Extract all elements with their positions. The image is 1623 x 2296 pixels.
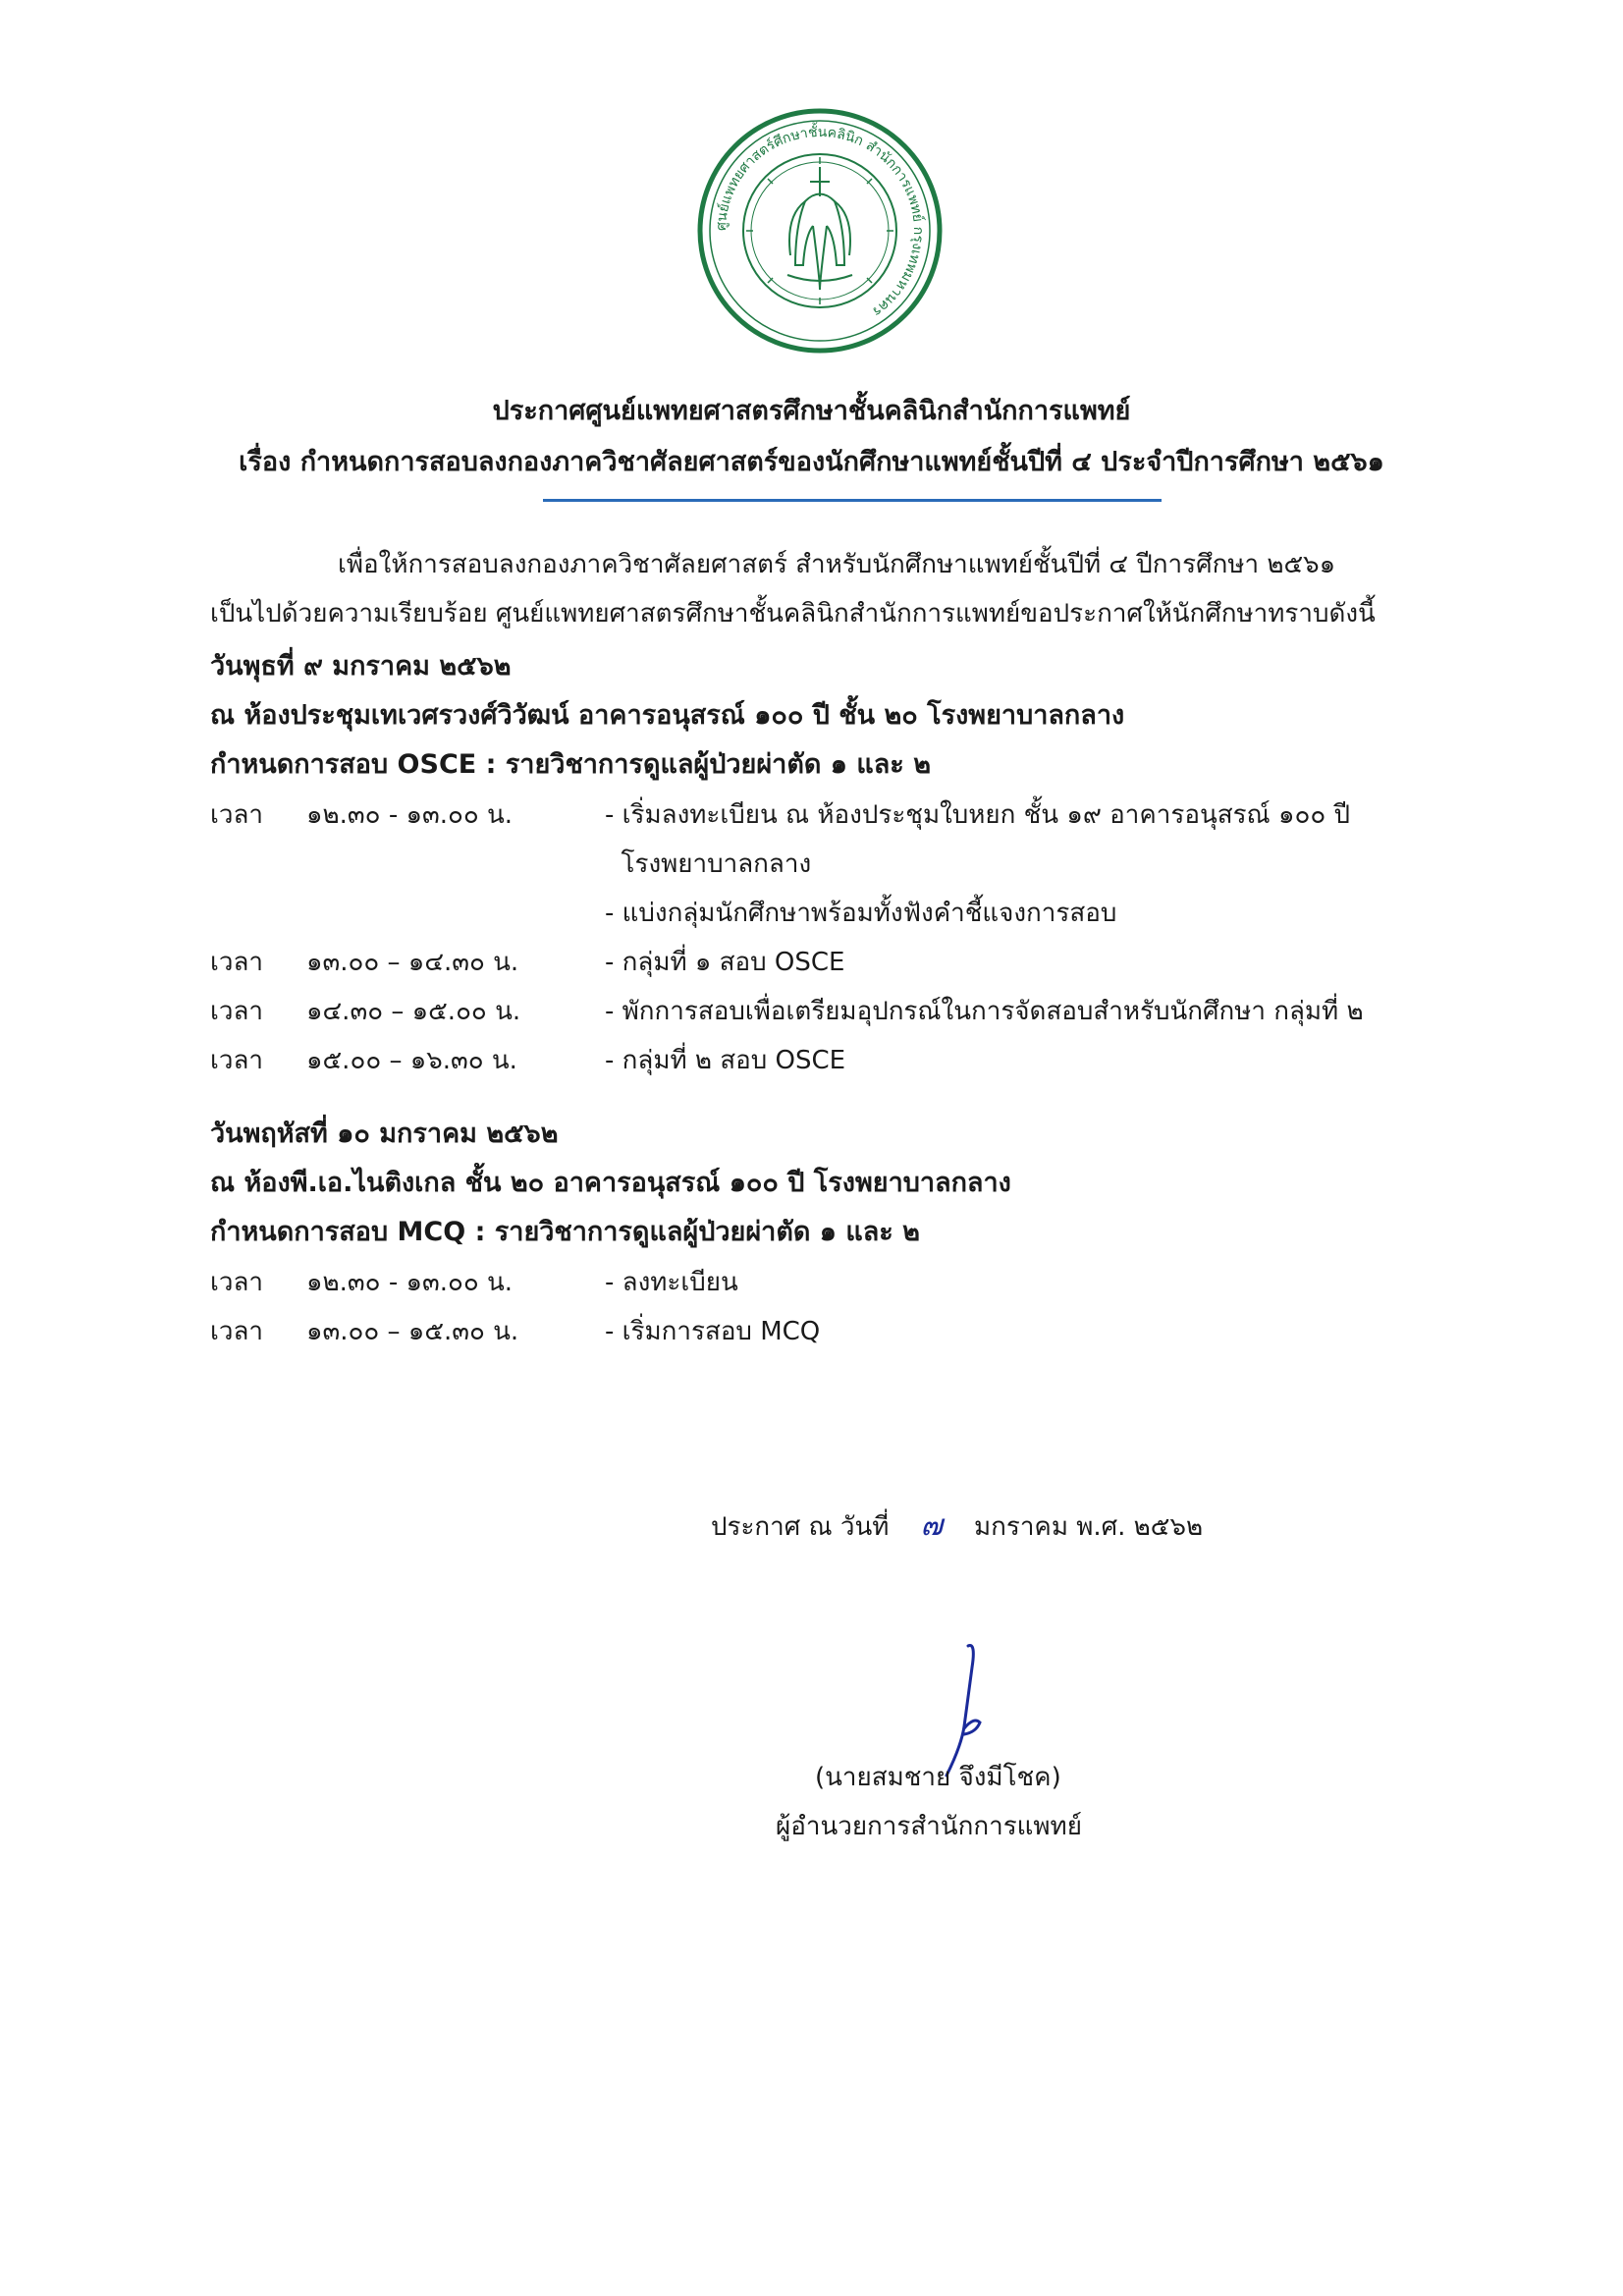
announcement-suffix: มกราคม พ.ศ. ๒๕๖๒: [973, 1512, 1204, 1542]
activity: - กลุ่มที่ ๒ สอบ OSCE: [605, 1046, 846, 1075]
time-label: เวลา: [210, 1046, 264, 1075]
day1-exam: กำหนดการสอบ OSCE : รายวิชาการดูแลผู้ป่วยผ่าตัด ๑ และ ๒: [210, 749, 931, 780]
time-label: เวลา: [210, 1317, 264, 1346]
page-title: ประกาศศูนย์แพทยศาสตรศึกษาชั้นคลินิกสำนักการแพทย์: [492, 396, 1131, 426]
activity: - แบ่งกลุ่มนักศึกษาพร้อมทั้งฟังคำชี้แจงการสอบ: [605, 899, 1117, 928]
activity: - พักการสอบเพื่อเตรียมอุปกรณ์ในการจัดสอบสำหรับนักศึกษา กลุ่มที่ ๒: [605, 997, 1364, 1026]
elephant-emblem: [787, 167, 852, 290]
time-range: ๑๒.๓๐ - ๑๓.๐๐ น.: [306, 1268, 514, 1297]
time-label: เวลา: [210, 800, 264, 830]
time-range: ๑๓.๐๐ – ๑๔.๓๐ น.: [306, 948, 519, 977]
day1-place: ณ ห้องประชุมเทเวศรวงศ์วิวัฒน์ อาคารอนุสรณ์ ๑๐๐ ปี ชั้น ๒๐ โรงพยาบาลกลาง: [210, 700, 1125, 731]
signatory: [776, 1753, 1082, 1851]
activity: โรงพยาบาลกลาง: [605, 849, 812, 879]
time-range: ๑๒.๓๐ - ๑๓.๐๐ น.: [306, 800, 514, 830]
subject-line: เรื่อง กำหนดการสอบลงกองภาควิชาศัลยศาสตร์ของนักศึกษาแพทย์ชั้นปีที่ ๔ ประจำปีการศึกษา ๒๕๖๑: [239, 447, 1384, 477]
time-label: เวลา: [210, 948, 264, 977]
day2-exam: กำหนดการสอบ MCQ : รายวิชาการดูแลผู้ป่วยผ่าตัด ๑ และ ๒: [210, 1217, 920, 1247]
time-label: เวลา: [210, 1268, 264, 1297]
announcement-date: [711, 1503, 1203, 1549]
time-range: ๑๕.๐๐ – ๑๖.๓๐ น.: [306, 1046, 517, 1075]
intro-line-1: เพื่อให้การสอบลงกองภาควิชาศัลยศาสตร์ สำหรับนักศึกษาแพทย์ชั้นปีที่ ๔ ปีการศึกษา ๒๕๖๑: [338, 550, 1336, 579]
activity: - เริ่มลงทะเบียน ณ ห้องประชุมใบหยก ชั้น ๑๙ อาคารอนุสรณ์ ๑๐๐ ปี: [605, 800, 1350, 830]
announcement-day: ๗: [920, 1508, 943, 1543]
day2-date: วันพฤหัสที่ ๑๐ มกราคม ๒๕๖๒: [210, 1119, 559, 1149]
time-range: ๑๓.๐๐ – ๑๕.๓๐ น.: [306, 1317, 519, 1346]
announcement-prefix: ประกาศ ณ วันที่: [711, 1512, 890, 1542]
day2-place: ณ ห้องพี.เอ.ไนติงเกล ชั้น ๒๐ อาคารอนุสรณ์ ๑๐๐ ปี โรงพยาบาลกลาง: [210, 1168, 1011, 1198]
day1-date: วันพุธที่ ๙ มกราคม ๒๕๖๒: [210, 651, 512, 682]
title-underline: [543, 499, 1162, 502]
activity: - กลุ่มที่ ๑ สอบ OSCE: [605, 948, 845, 977]
time-label: เวลา: [210, 997, 264, 1026]
signatory-position: ผู้อำนวยการสำนักการแพทย์: [776, 1812, 1082, 1841]
seal-text: ศูนย์แพทยศาสตร์ศึกษาชั้นคลินิก สำนักการแพทย์ กรุงเทพมหานคร: [713, 124, 927, 320]
organization-seal: [697, 108, 943, 354]
activity: - ลงทะเบียน: [605, 1268, 738, 1297]
activity: - เริ่มการสอบ MCQ: [605, 1317, 821, 1346]
intro-line-2: เป็นไปด้วยความเรียบร้อย ศูนย์แพทยศาสตรศึกษาชั้นคลินิกสำนักการแพทย์ขอประกาศให้นักศึกษาทราบดังนี้: [210, 599, 1376, 629]
intro-paragraph: [210, 540, 1516, 638]
time-range: ๑๔.๓๐ – ๑๕.๐๐ น.: [306, 997, 521, 1026]
signatory-name: (นายสมชาย จึงมีโชค): [815, 1763, 1061, 1792]
